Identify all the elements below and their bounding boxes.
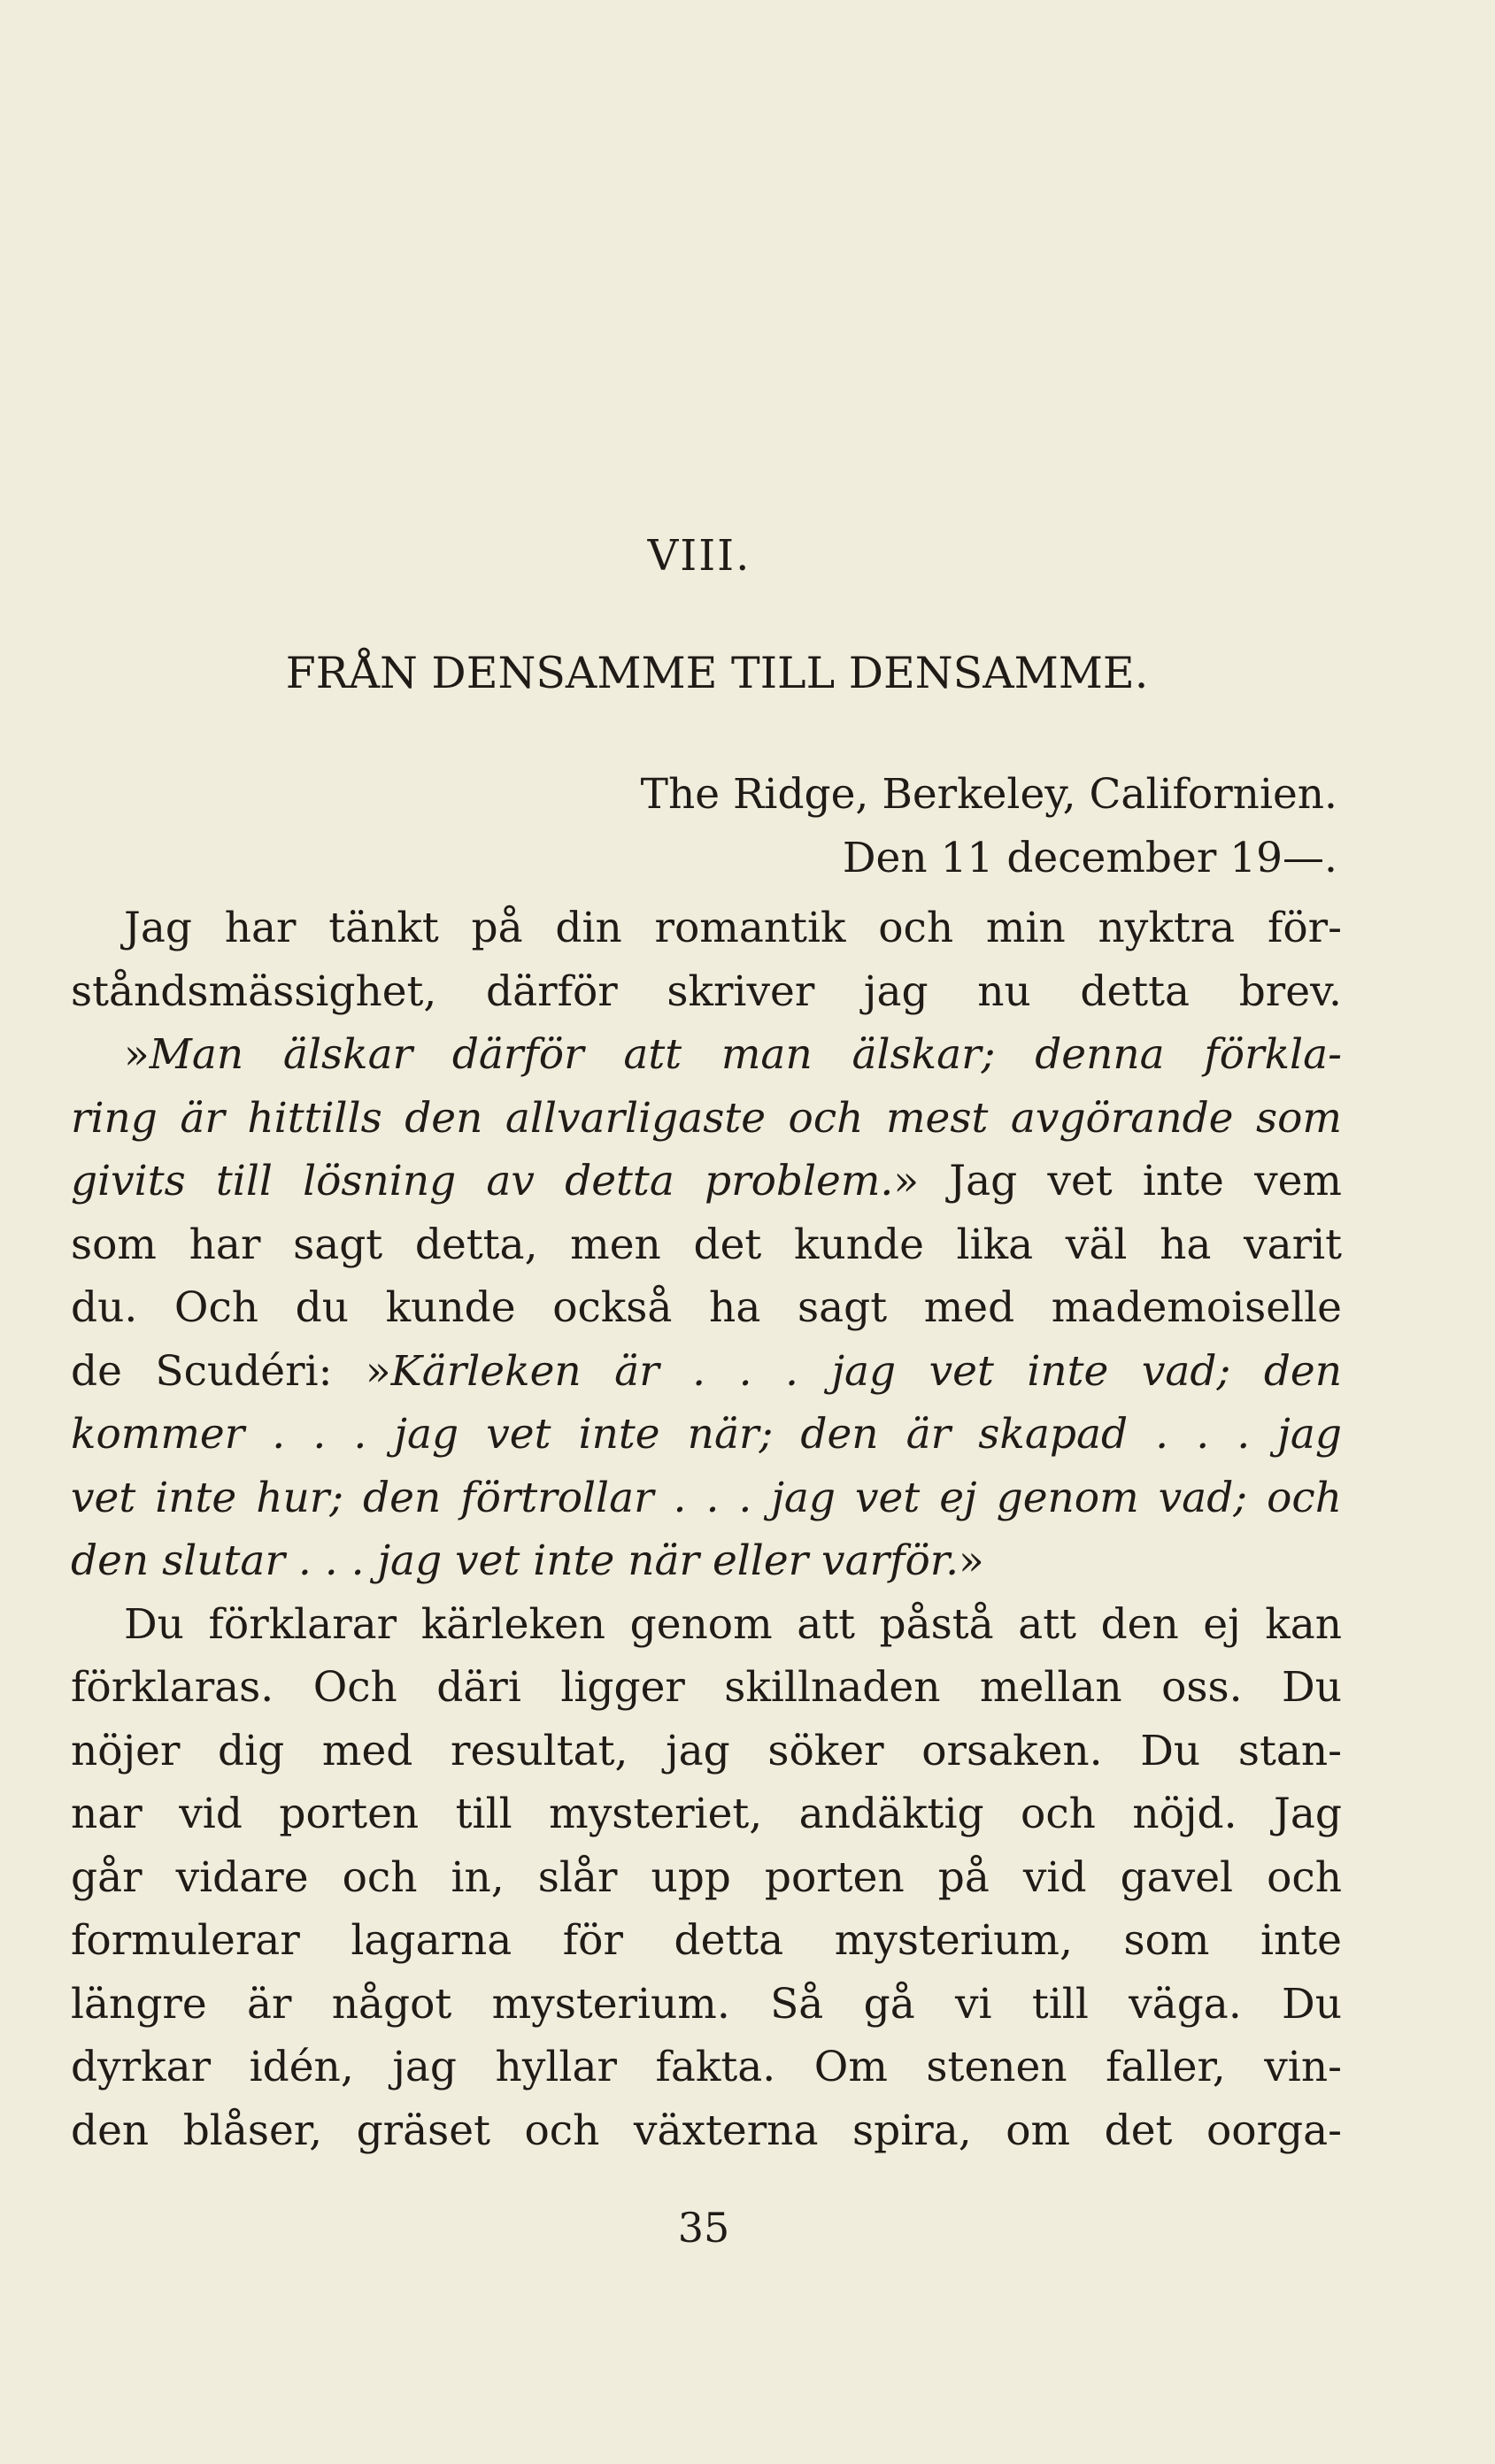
text-line	[71, 1656, 1342, 1720]
text-line	[71, 1276, 1342, 1340]
text-line	[71, 1467, 1342, 1530]
text-line	[71, 2099, 1342, 2163]
text-segment: du. Och du kunde också ha sagt med mademoiselle	[71, 1283, 1342, 1332]
text-segment: nar vid porten till mysteriet, andäktig och nöjd. Jag	[71, 1790, 1342, 1838]
text-line	[71, 1909, 1342, 1973]
text-segment: Jag har tänkt på din romantik och min nyktra för-	[124, 904, 1342, 952]
text-segment: formulerar lagarna för detta mysterium, som inte	[71, 1916, 1342, 1965]
text-segment: den blåser, gräset och växterna spira, om det oorga-	[71, 2106, 1342, 2155]
italic-text: den slutar . . . jag vet inte när eller varför.	[71, 1536, 959, 1585]
text-line	[71, 1973, 1342, 2037]
text-segment: »	[959, 1536, 984, 1585]
text-line	[71, 1593, 1342, 1657]
letter-body	[71, 897, 1342, 2162]
chapter-number: VIII.	[647, 531, 751, 581]
italic-text: vet inte hur; den förtrollar . . . jag vet ej genom vad; och	[71, 1473, 1342, 1522]
italic-text: ring är hittills den allvarligaste och mest avgörande som	[71, 1093, 1342, 1143]
text-segment: går vidare och in, slår upp porten på vid gavel och	[71, 1852, 1342, 1902]
italic-text: Man älskar därför att man älskar; denna förkla-	[149, 1030, 1342, 1079]
chapter-title: FRÅN DENSAMME TILL DENSAMME.	[285, 648, 1149, 698]
text-line	[71, 1150, 1342, 1213]
text-segment: »	[124, 1030, 150, 1079]
text-segment: » Jag vet inte vem	[893, 1157, 1342, 1205]
text-line	[71, 2036, 1342, 2099]
italic-text: Kärleken är . . . jag vet inte vad; den	[390, 1346, 1343, 1396]
text-line	[71, 1087, 1342, 1151]
page-number: 35	[677, 2204, 730, 2252]
text-segment: längre är något mysterium. Så gå vi till väga. Du	[71, 1979, 1342, 2029]
text-segment: som har sagt detta, men det kunde lika väl ha varit	[71, 1220, 1342, 1269]
text-segment: förklaras. Och däri ligger skillnaden mellan oss. Du	[71, 1663, 1342, 1712]
text-segment: Du förklarar kärleken genom att påstå att den ej kan	[124, 1599, 1342, 1649]
text-segment: de Scudéri: »	[71, 1346, 391, 1396]
text-line	[71, 1403, 1342, 1467]
letter-date: Den 11 december 19—.	[842, 834, 1337, 882]
text-line	[71, 1846, 1342, 1910]
text-segment: nöjer dig med resultat, jag söker orsaken. Du stan-	[71, 1726, 1342, 1775]
letter-place: The Ridge, Berkeley, Californien.	[640, 770, 1337, 819]
text-segment: ståndsmässighet, därför skriver jag nu detta brev.	[71, 966, 1342, 1016]
text-line	[71, 1023, 1342, 1087]
text-line	[71, 1720, 1342, 1783]
text-line	[71, 897, 1342, 960]
text-line	[71, 1213, 1342, 1277]
text-segment: dyrkar idén, jag hyllar fakta. Om stenen faller, vin-	[71, 2043, 1342, 2091]
italic-text: kommer . . . jag vet inte när; den är skapad . . . jag	[71, 1410, 1342, 1459]
italic-text: givits till lösning av detta problem.	[71, 1157, 894, 1205]
text-line	[71, 1783, 1342, 1846]
text-line	[71, 960, 1342, 1024]
text-line	[71, 1529, 1342, 1593]
text-line	[71, 1340, 1342, 1404]
